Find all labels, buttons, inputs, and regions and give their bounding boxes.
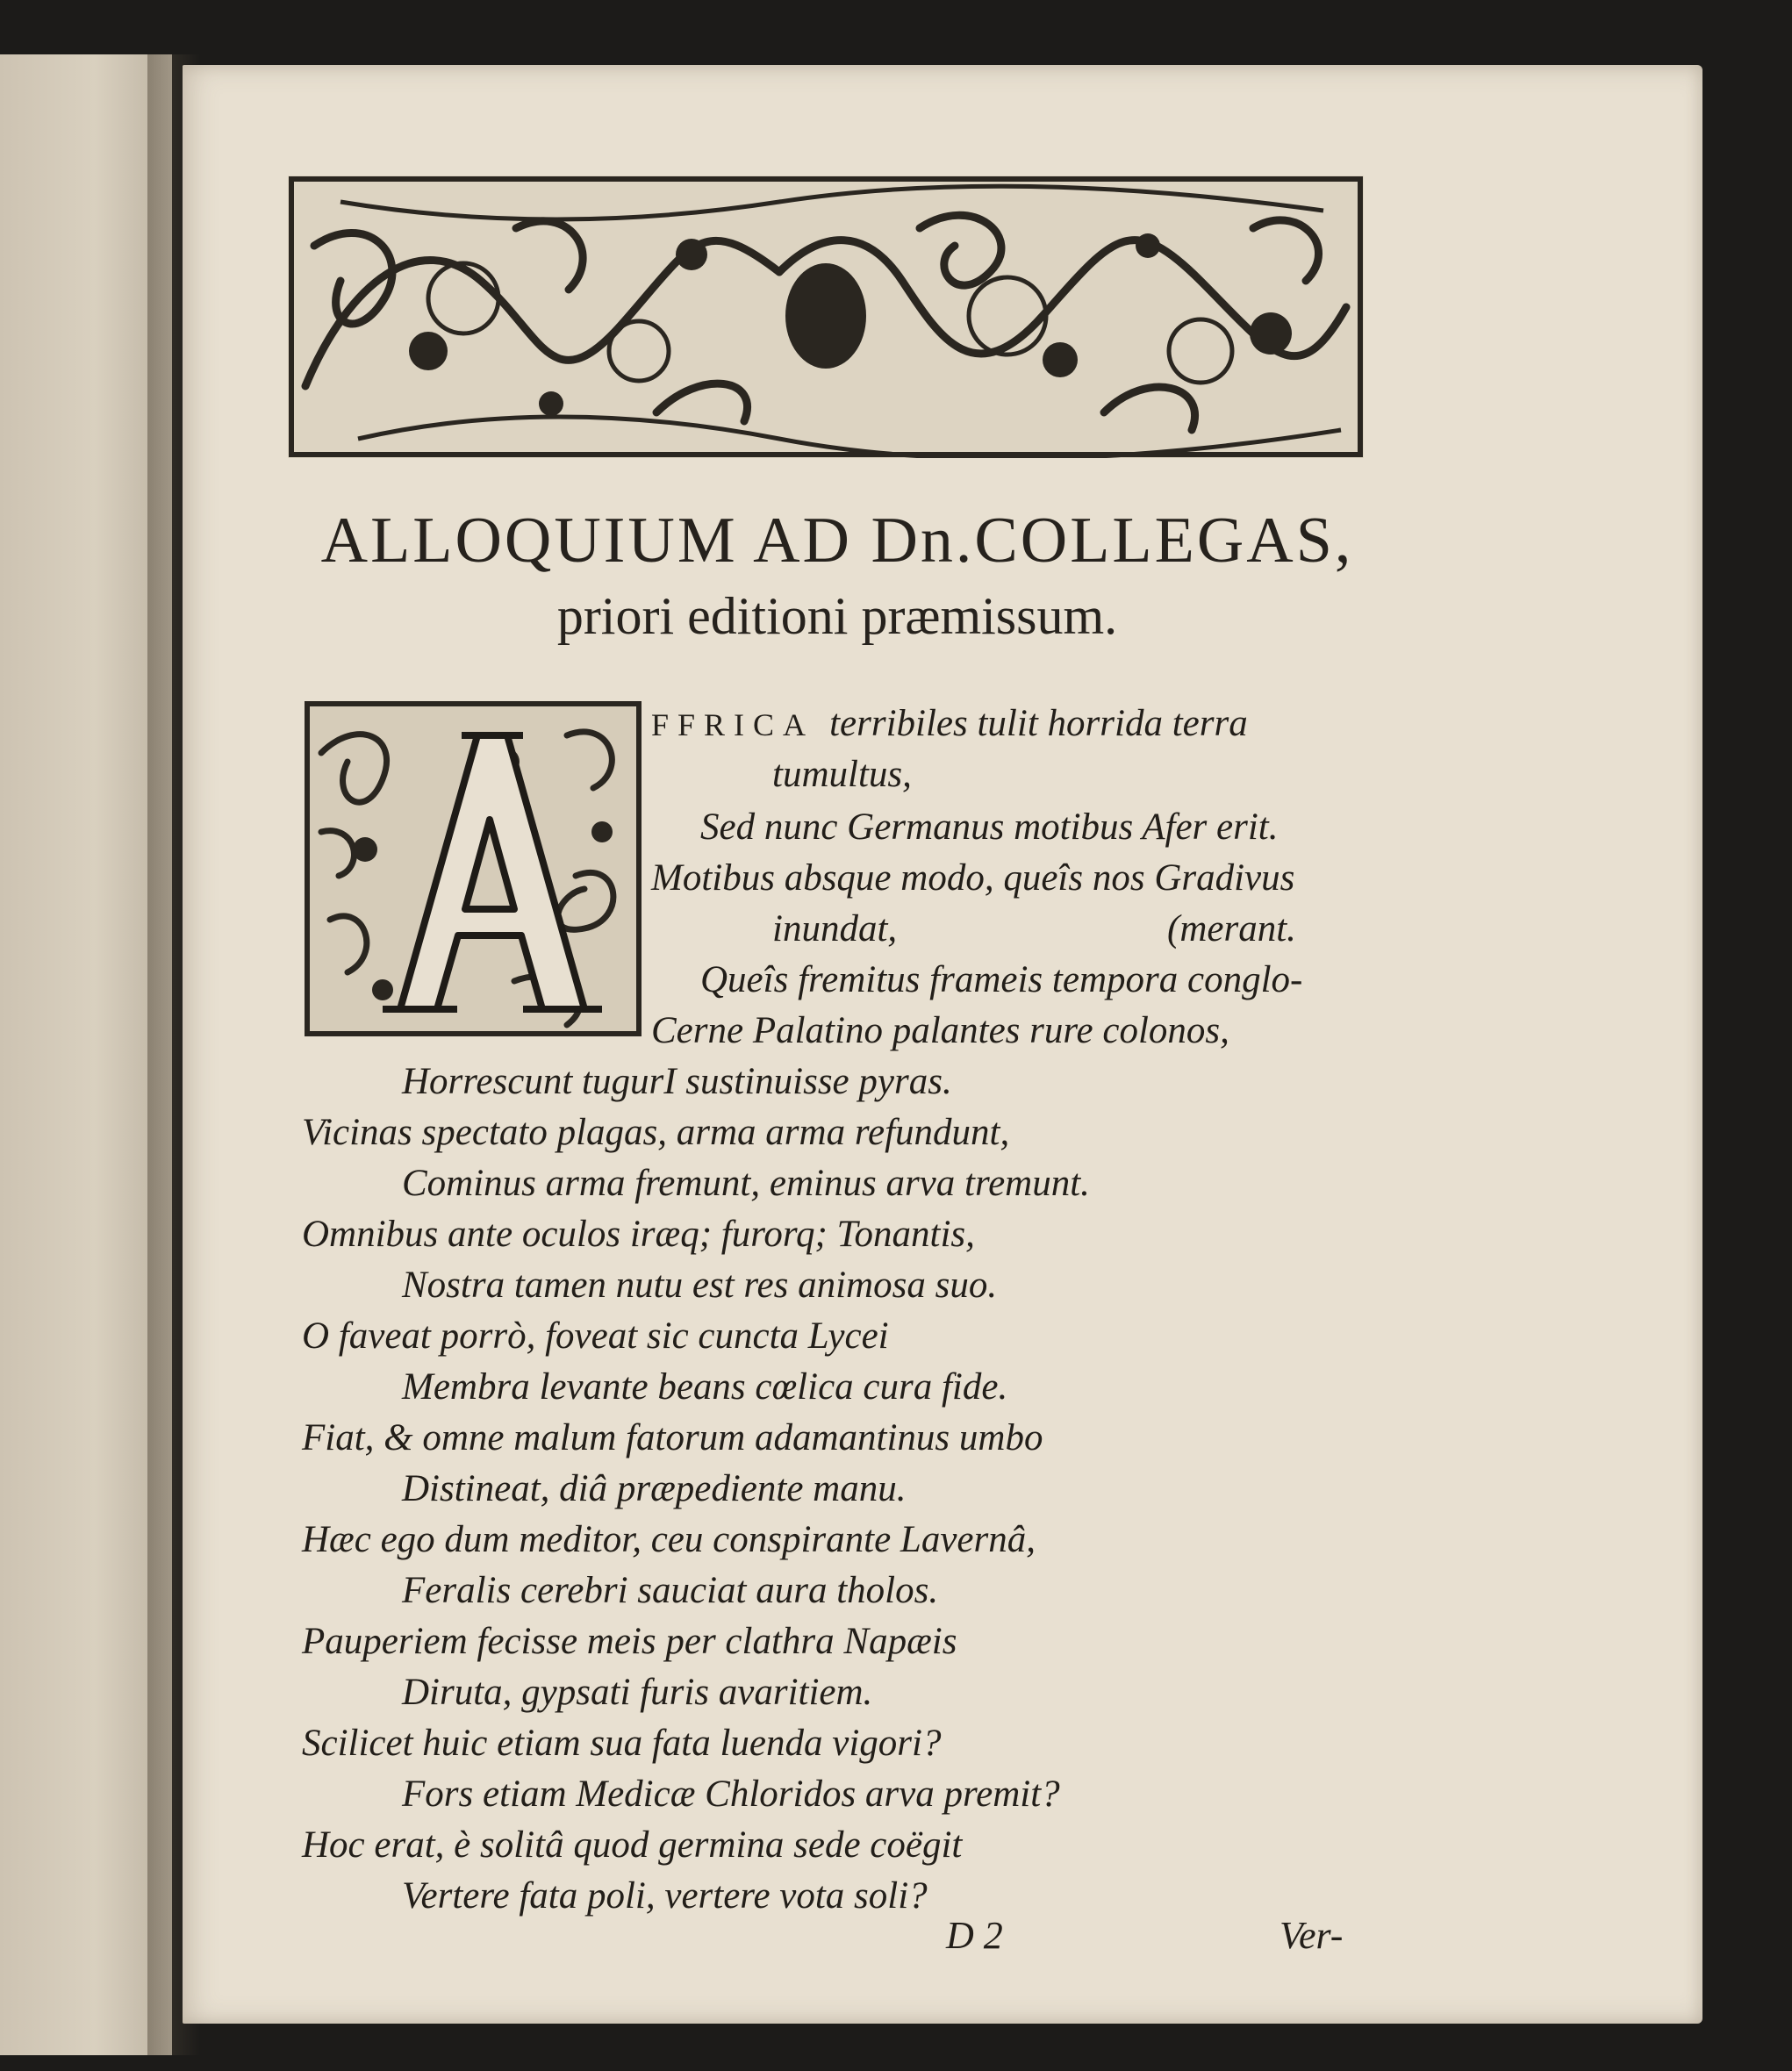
verse-line: Fors etiam Medicæ Chloridos arva premit? bbox=[402, 1774, 1060, 1815]
facing-page-edge bbox=[0, 54, 172, 2055]
signature-mark: D 2 bbox=[946, 1914, 1003, 1957]
verse-line: Cominus arma fremunt, eminus arva tremunt. bbox=[402, 1163, 1090, 1204]
decorated-initial bbox=[304, 700, 642, 1037]
page-subtitle: priori editioni præmissum. bbox=[556, 587, 1118, 645]
verse-line: Fiat, & omne malum fatorum adamantinus umbo bbox=[302, 1417, 1043, 1458]
verse-line: Queîs fremitus frameis tempora conglo- bbox=[700, 959, 1303, 1000]
verse-line: tumultus, bbox=[772, 754, 912, 795]
verse-line: Cerne Palatino palantes rure colonos, bbox=[651, 1010, 1229, 1051]
verse-line: Feralis cerebri sauciat aura tholos. bbox=[402, 1570, 939, 1611]
verse-line: Diruta, gypsati furis avaritiem. bbox=[402, 1672, 873, 1713]
verse-line-1 bbox=[651, 699, 1248, 750]
page-title: ALLOQUIUM AD Dn.COLLEGAS, bbox=[320, 505, 1354, 577]
verse-line: Pauperiem fecisse meis per clathra Napæis bbox=[302, 1621, 957, 1662]
verse-line: Horrescunt tugurI sustinuisse pyras. bbox=[402, 1061, 952, 1102]
catchword: Ver- bbox=[1279, 1914, 1344, 1957]
verse-line: O faveat porrò, foveat sic cuncta Lycei bbox=[302, 1315, 889, 1357]
verse-line: Sed nunc Germanus motibus Afer erit. bbox=[700, 806, 1279, 848]
verse-line: Motibus absque modo, queîs nos Gradivus bbox=[651, 857, 1295, 899]
verse-line: Membra levante beans cœlica cura fide. bbox=[402, 1366, 1008, 1408]
ornamental-headpiece bbox=[288, 176, 1364, 458]
verse-line: Hæc ego dum meditor, ceu conspirante Lavernâ, bbox=[302, 1519, 1036, 1560]
verse-first-line-rest: terribiles tulit horrida terra bbox=[829, 703, 1248, 744]
verse-line: Distineat, diâ præpediente manu. bbox=[402, 1468, 907, 1509]
verse-line: Hoc erat, è solitâ quod germina sede coëgit bbox=[302, 1824, 963, 1866]
verse-line: Vicinas spectato plagas, arma arma refundunt, bbox=[302, 1112, 1010, 1153]
verse-line: Omnibus ante oculos iræq; furorq; Tonantis, bbox=[302, 1214, 975, 1255]
verse-line: Scilicet huic etiam sua fata luenda vigori? bbox=[302, 1723, 942, 1764]
verse-line: Vertere fata poli, vertere vota soli? bbox=[402, 1875, 928, 1917]
verse-line: inundat, bbox=[772, 908, 898, 950]
book-page bbox=[183, 65, 1702, 2024]
verse-line: Nostra tamen nutu est res animosa suo. bbox=[402, 1265, 998, 1306]
verse-line: (merant. bbox=[1167, 908, 1296, 950]
verse-first-word: FFRICA bbox=[651, 707, 814, 742]
